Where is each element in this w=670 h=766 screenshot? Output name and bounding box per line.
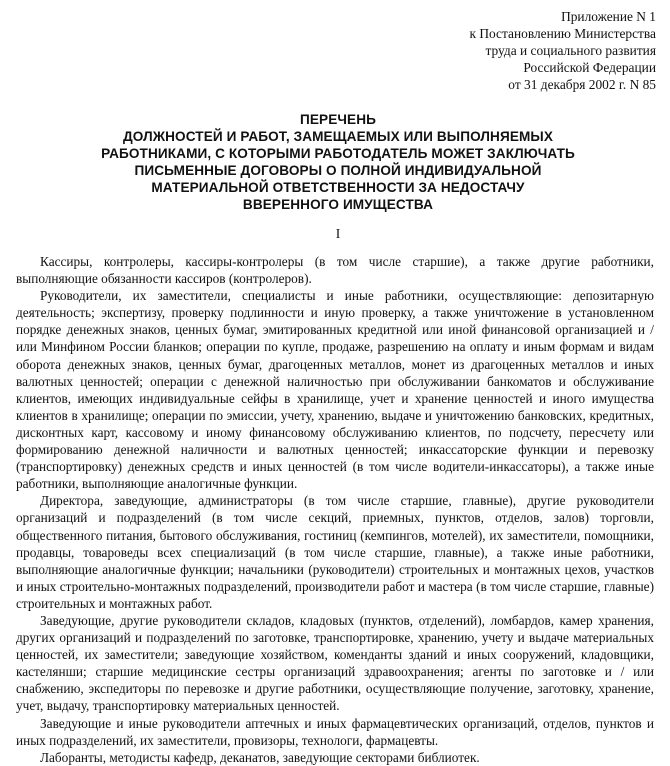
title-line: ДОЛЖНОСТЕЙ И РАБОТ, ЗАМЕЩАЕМЫХ ИЛИ ВЫПОЛНЯЕМЫХ	[122, 129, 554, 144]
appendix-line: труда и социального развития	[485, 43, 656, 58]
title-line: ПЕРЕЧЕНЬ	[300, 112, 376, 127]
paragraph: Кассиры, контролеры, кассиры-контролеры (в том числе старшие), а также другие работники, выполняющие обязанности кассиров (контролеров).	[16, 254, 654, 287]
section-number: I	[335, 226, 341, 241]
appendix-header	[16, 8, 656, 93]
paragraph: Заведующие и иные руководители аптечных и иных фармацевтических организаций, отделов, пунктов и иных подразделений, их заместители, провизоры, технологи, фармацевты.	[16, 715, 654, 748]
document-title	[16, 111, 660, 213]
paragraph: Заведующие, другие руководители складов, кладовых (пунктов, отделений), ломбардов, камер хранения, других организаций и подразделений по заготовке, транспортировке, хранению, учету и выдаче материальных ценностей, их заместители; заведующие хозяйством, коменданты зданий и иных сооружений, кладовщики, кастелянши; старшие медицинские сестры организаций здравоохранения; агенты по заготовке и / или снабжению, экспедиторы по перевозке и другие работники, осуществляющие получение, заготовку, хранение, учет, выдачу, транспортировку материальных ценностей.	[16, 612, 654, 714]
appendix-line: Приложение N 1	[561, 9, 656, 24]
title-line: ПИСЬМЕННЫЕ ДОГОВОРЫ О ПОЛНОЙ ИНДИВИДУАЛЬНОЙ	[134, 163, 542, 178]
title-line: МАТЕРИАЛЬНОЙ ОТВЕТСТВЕННОСТИ ЗА НЕДОСТАЧУ	[151, 180, 525, 195]
body-text	[16, 253, 660, 766]
appendix-line: к Постановлению Министерства	[469, 26, 656, 41]
title-line: РАБОТНИКАМИ, С КОТОРЫМИ РАБОТОДАТЕЛЬ МОЖЕТ ЗАКЛЮЧАТЬ	[101, 146, 575, 161]
title-line: ВВЕРЕННОГО ИМУЩЕСТВА	[242, 197, 434, 212]
paragraph: Руководители, их заместители, специалисты и иные работники, осуществляющие: депозитарную деятельность; экспертизу, проверку подлинности и иную проверку, а также уничтожение в установленном порядке денежных знаков, ценных бумаг, эмитированных кредитной или иной финансовой организацией и / или Минфином России бланков; операции по купле, продаже, разрешению на оплату и иным формам и видам оборота денежных знаков, ценных бумаг, драгоценных металлов, монет из драгоценных металлов и иных валютных ценностей; операции с денежной наличностью при обслуживании банкоматов и обслуживание клиентов, имеющих индивидуальные сейфы в хранилище, учет и хранение ценностей и иного имущества клиентов в хранилище; операции по эмиссии, учету, хранению, выдаче и уничтожению банковских, кредитных, дисконтных карт, кассовому и иному финансовому обслуживанию клиентов, по подсчету, пересчету или формированию денежной наличности и валютных ценностей; инкассаторские функции и перевозку (транспортировку) денежных средств и иных ценностей (в том числе водители-инкассаторы), а также иные работники, выполняющие аналогичные функции.	[16, 288, 654, 492]
paragraph: Директора, заведующие, администраторы (в том числе старшие, главные), другие руководители организаций и подразделений (в том числе секций, приемных, пунктов, отделов, залов) торговли, общественного питания, бытового обслуживания, гостиниц (кемпингов, мотелей), их заместители, помощники, продавцы, товароведы всех специализаций (в том числе старшие, главные), а также иные работники, выполняющие аналогичные функции; начальники (руководители) строительных и монтажных цехов, участков и иных строительно-монтажных подразделений, производители работ и мастера (в том числе старшие, главные) строительных и монтажных работ.	[16, 493, 654, 611]
appendix-line: Российской Федерации	[523, 60, 656, 75]
paragraph: Лаборанты, методисты кафедр, деканатов, заведующие секторами библиотек.	[40, 749, 480, 765]
appendix-line: от 31 декабря 2002 г. N 85	[508, 77, 656, 92]
